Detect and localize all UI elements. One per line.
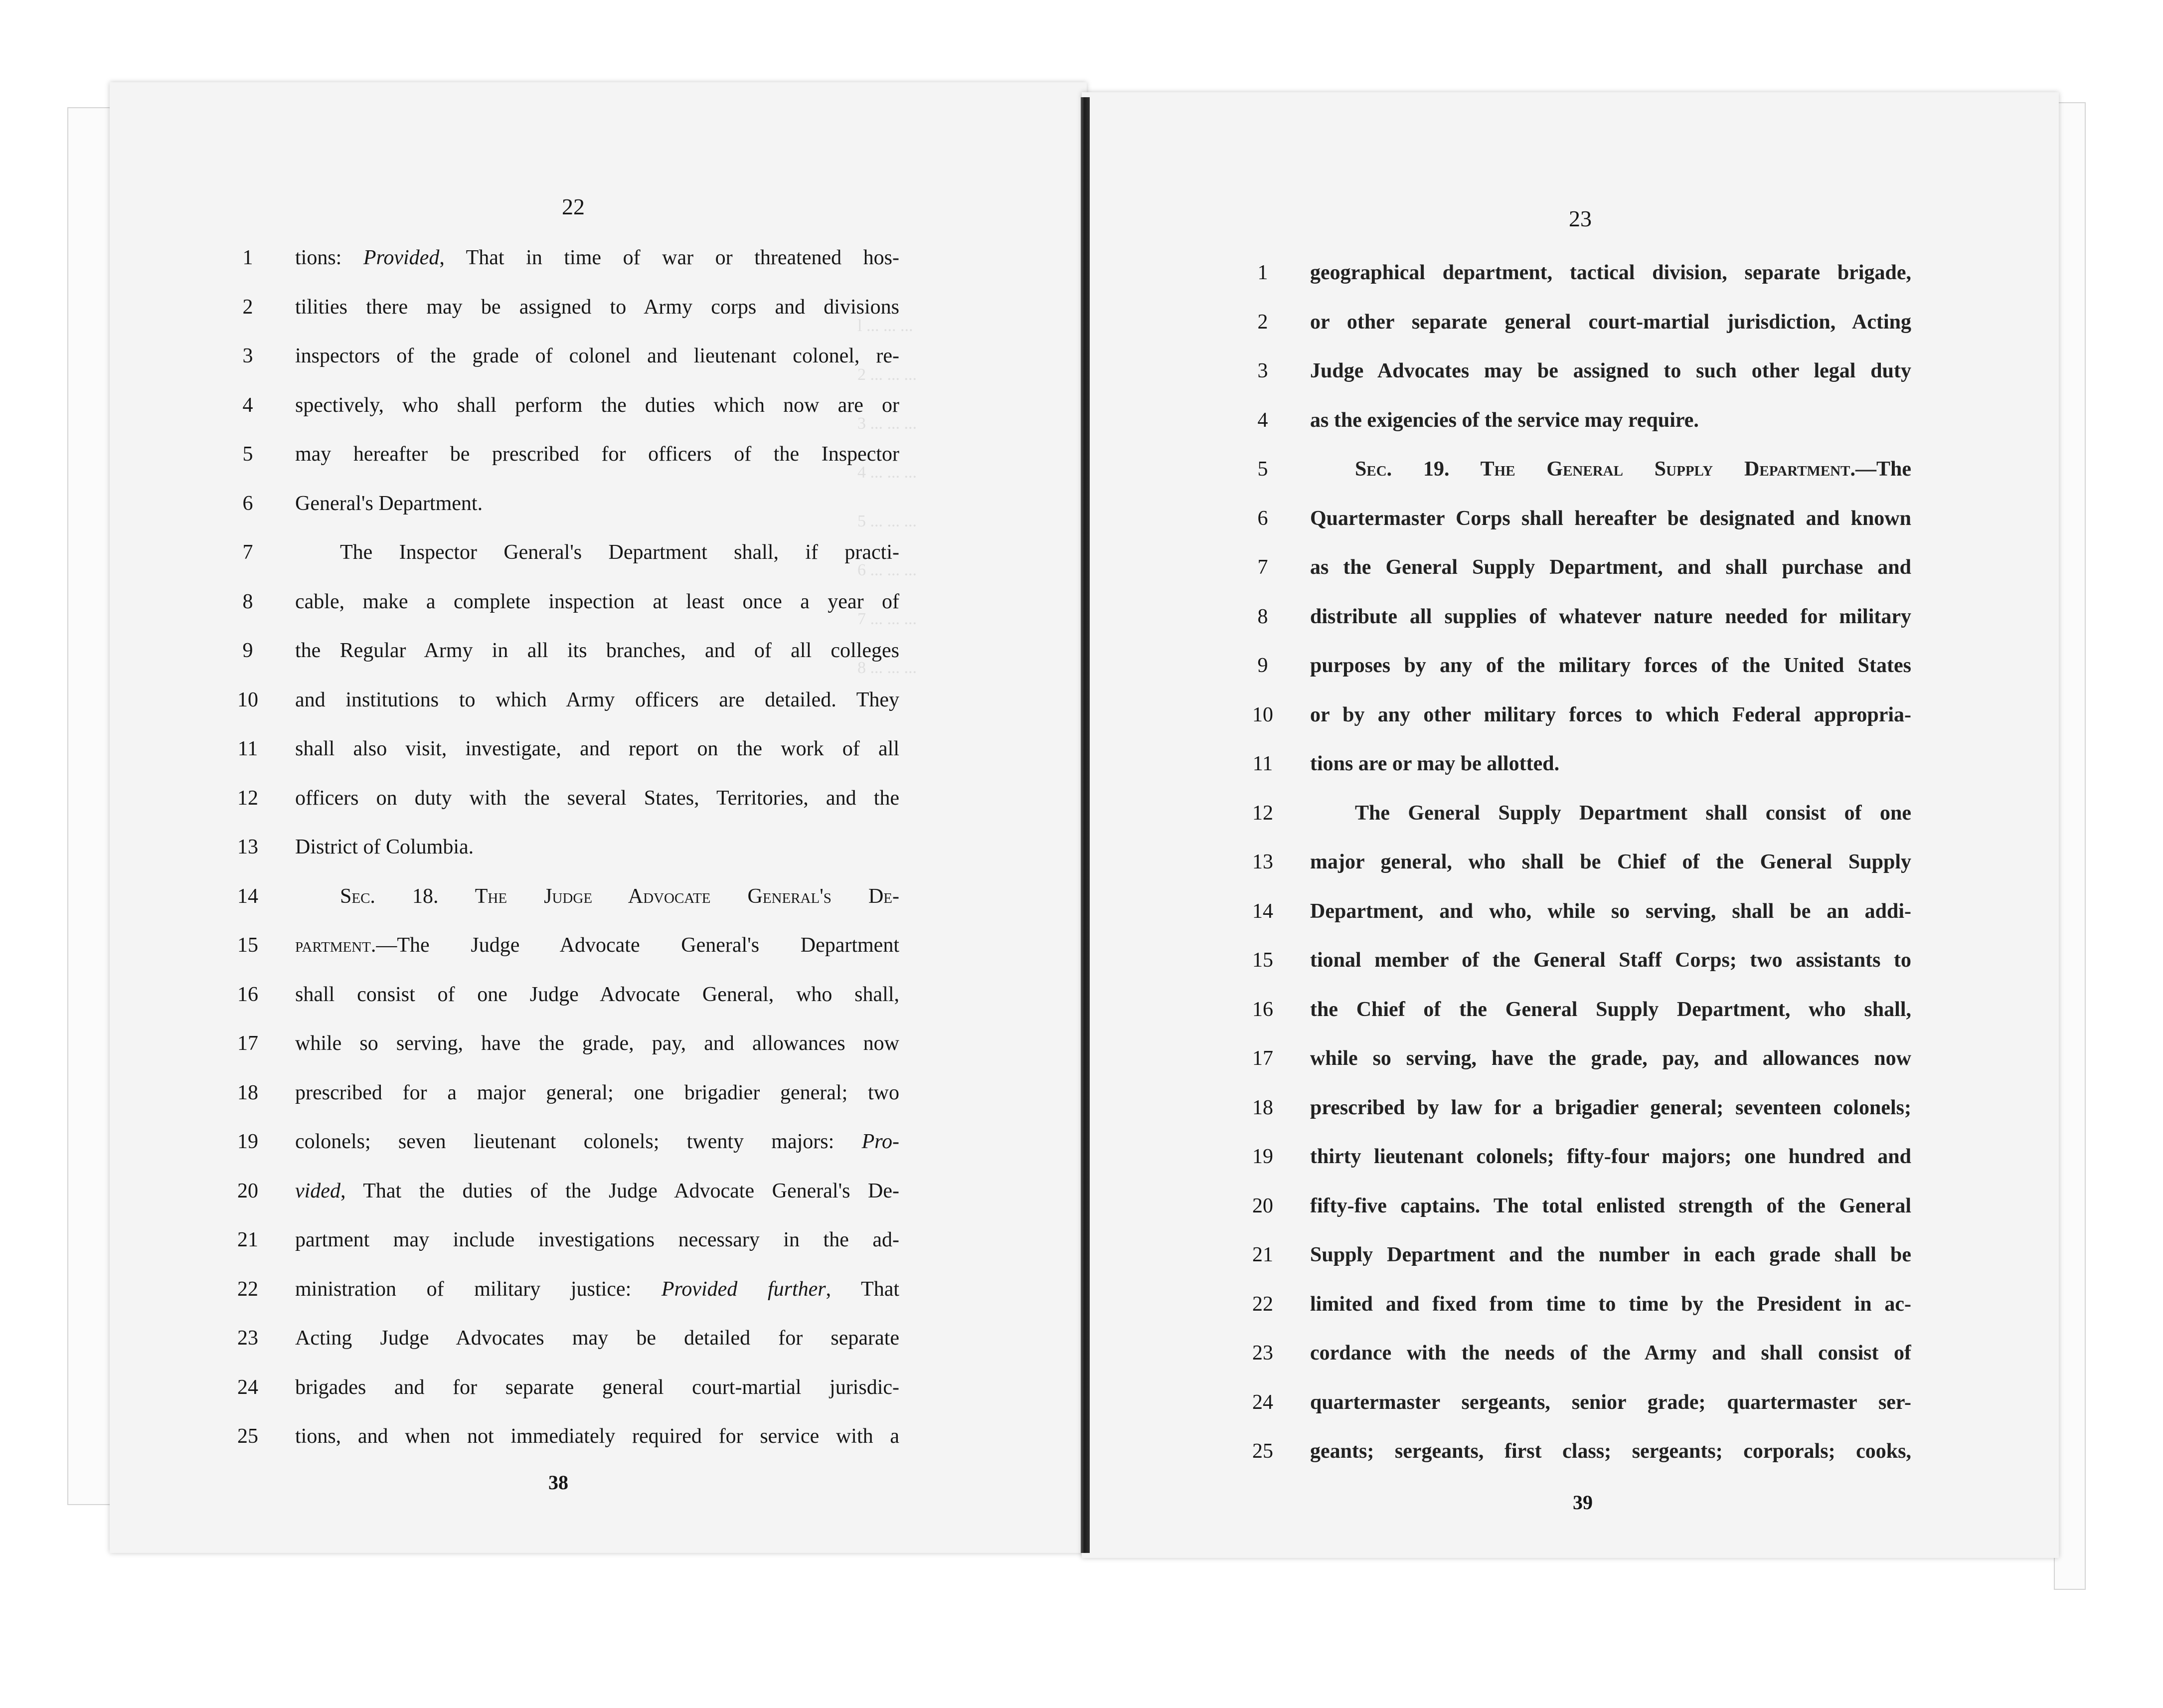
text-run: as the exigencies of the service may require. <box>1310 408 1699 432</box>
text-line <box>230 479 899 528</box>
text-line <box>1245 641 1911 690</box>
right-folio-number: 39 <box>1573 1491 1593 1514</box>
text-run: purposes by any of the military forces of the United States <box>1310 654 1911 677</box>
line-number: 8 <box>1257 605 1268 628</box>
text-line <box>1245 445 1911 494</box>
line-number: 24 <box>237 1375 258 1399</box>
line-number: 25 <box>237 1425 258 1448</box>
line-text <box>295 774 899 823</box>
line-text <box>295 283 899 332</box>
line-number: 24 <box>1252 1390 1273 1414</box>
line-number: 10 <box>1252 703 1273 726</box>
line-text <box>1310 592 1911 642</box>
line-number: 5 <box>1257 458 1268 481</box>
text-line <box>1245 543 1911 592</box>
line-number: 20 <box>237 1179 258 1202</box>
line-text <box>295 1068 899 1118</box>
text-run: Quartermaster Corps shall hereafter be designated and known <box>1310 507 1911 530</box>
text-line <box>230 724 899 774</box>
line-number: 5 <box>242 443 253 466</box>
line-number: 25 <box>1252 1440 1273 1463</box>
text-run: , That the duties of the Judge Advocate General's De- <box>340 1179 899 1202</box>
line-text <box>295 1314 899 1363</box>
text-line <box>230 283 899 332</box>
bleed-through-text: l ... ... ... 2 ... ... ... 3 ... ... ... 4 ... ... ... 5 ... ... ... 6 ... ... ... 7 ... ... ... 8 ... ... ... <box>857 317 917 677</box>
line-text <box>1310 1378 1911 1427</box>
line-number: 12 <box>237 786 258 810</box>
text-run: the Regular Army in all its branches, and of all colleges <box>295 639 899 662</box>
text-run: shall also visit, investigate, and report on the work of all <box>295 737 899 760</box>
line-text <box>295 970 899 1020</box>
line-text <box>1310 346 1911 396</box>
line-text <box>295 332 899 381</box>
italic-text: Provided further <box>661 1277 826 1301</box>
text-run: while so serving, have the grade, pay, and allowances now <box>1310 1047 1911 1070</box>
text-line <box>230 1068 899 1118</box>
book-spine <box>1081 97 1090 1553</box>
line-text <box>1310 985 1911 1034</box>
line-text <box>1310 298 1911 347</box>
text-line <box>1245 789 1911 838</box>
small-caps-heading: partment. <box>295 934 376 957</box>
text-run: —The <box>1855 458 1911 481</box>
text-line <box>1245 298 1911 347</box>
text-run: The Inspector General's Department shall, if practi- <box>340 541 899 564</box>
text-line <box>230 823 899 872</box>
left-page-text <box>230 233 899 1461</box>
text-run: or by any other military forces to which Federal appropria- <box>1310 703 1911 726</box>
text-line <box>230 332 899 381</box>
line-text <box>1310 838 1911 887</box>
text-line <box>230 430 899 479</box>
text-line <box>1245 690 1911 740</box>
small-caps-heading: Sec. 19. The General Supply Department. <box>1355 458 1855 481</box>
line-text <box>1310 1427 1911 1476</box>
line-number: 15 <box>237 934 258 957</box>
line-text <box>1310 396 1911 445</box>
text-run: General's Department. <box>295 492 483 515</box>
text-run: The General Supply Department shall consist of one <box>1355 801 1911 825</box>
line-text <box>1310 1329 1911 1378</box>
text-run: —The Judge Advocate General's Department <box>376 934 899 957</box>
line-text <box>1310 887 1911 936</box>
line-number: 7 <box>242 541 253 564</box>
line-number: 17 <box>1252 1047 1273 1070</box>
text-line <box>230 233 899 283</box>
line-text <box>1310 739 1911 789</box>
line-text <box>1310 690 1911 740</box>
text-line <box>230 381 899 430</box>
text-run: major general, who shall be Chief of the General Supply <box>1310 851 1911 873</box>
text-line <box>230 528 899 577</box>
text-line <box>230 1019 899 1068</box>
text-line <box>1245 1083 1911 1133</box>
line-number: 1 <box>1257 261 1268 284</box>
line-number: 2 <box>242 295 253 319</box>
text-run: geants; sergeants, first class; sergeants; corporals; cooks, <box>1310 1440 1911 1463</box>
line-number: 21 <box>1252 1243 1273 1266</box>
text-run: District of Columbia. <box>295 836 474 858</box>
text-run: tions are or may be allotted. <box>1310 752 1560 775</box>
line-text <box>295 1019 899 1068</box>
text-run: ministration of military justice: <box>295 1277 662 1301</box>
line-number: 17 <box>237 1032 258 1055</box>
line-number: 13 <box>237 836 258 858</box>
text-line <box>1245 985 1911 1034</box>
text-run: limited and fixed from time to time by the President in ac- <box>1310 1292 1911 1316</box>
text-run: shall consist of one Judge Advocate General, who shall, <box>295 983 899 1006</box>
text-run: Department, and who, while so serving, shall be an addi- <box>1310 899 1911 923</box>
text-run: distribute all supplies of whatever nature needed for military <box>1310 605 1911 628</box>
line-text <box>295 1117 899 1167</box>
line-text <box>295 1412 899 1461</box>
text-run: , That in time of war or threatened hos- <box>439 246 899 269</box>
line-number: 6 <box>242 492 253 515</box>
line-text <box>1310 1034 1911 1083</box>
right-page-number: 23 <box>1569 206 1592 231</box>
line-text <box>295 233 899 283</box>
text-run: or other separate general court-martial jurisdiction, Acting <box>1310 310 1911 334</box>
left-page-number: 22 <box>562 194 585 219</box>
line-number: 2 <box>1257 310 1268 334</box>
line-number: 20 <box>1252 1194 1273 1217</box>
text-line <box>1245 1230 1911 1280</box>
line-text <box>1310 543 1911 592</box>
text-run: Supply Department and the number in each grade shall be <box>1310 1243 1911 1266</box>
line-text <box>1310 445 1911 494</box>
line-text <box>295 577 899 627</box>
left-page-stack-edge <box>67 107 114 1505</box>
text-line <box>230 774 899 823</box>
text-line <box>1245 1034 1911 1083</box>
line-text <box>295 1167 899 1216</box>
line-number: 14 <box>1252 899 1273 923</box>
line-number: 19 <box>1252 1145 1273 1168</box>
text-run: spectively, who shall perform the duties which now are or <box>295 393 899 417</box>
line-text <box>1310 248 1911 298</box>
text-run: quartermaster sergeants, senior grade; quartermaster ser- <box>1310 1390 1911 1414</box>
text-line <box>1245 592 1911 642</box>
text-line <box>230 1215 899 1265</box>
line-text <box>295 528 899 577</box>
line-text <box>295 626 899 676</box>
text-line <box>1245 1427 1911 1476</box>
line-text <box>1310 1182 1911 1231</box>
line-number: 3 <box>242 344 253 367</box>
text-run: , That <box>826 1277 899 1301</box>
text-line <box>230 577 899 627</box>
line-number: 23 <box>1252 1342 1273 1365</box>
text-line <box>230 676 899 725</box>
text-run: tional member of the General Staff Corps; two assistants to <box>1310 949 1911 972</box>
line-number: 3 <box>1257 359 1268 382</box>
text-run: Judge Advocates may be assigned to such other legal duty <box>1310 359 1911 382</box>
text-run: while so serving, have the grade, pay, and allowances now <box>295 1032 899 1055</box>
text-run: prescribed for a major general; one brigadier general; two <box>295 1081 899 1104</box>
line-text <box>1310 1230 1911 1280</box>
text-line <box>1245 1378 1911 1427</box>
text-run: tions, and when not immediately required for service with a <box>295 1425 899 1448</box>
text-line <box>1245 887 1911 936</box>
text-run: partment may include investigations necessary in the ad- <box>295 1228 899 1251</box>
line-number: 22 <box>1252 1292 1273 1316</box>
text-line <box>1245 1182 1911 1231</box>
line-text <box>295 430 899 479</box>
line-text <box>1310 1083 1911 1133</box>
line-number: 11 <box>1252 752 1273 775</box>
line-number: 15 <box>1252 949 1273 972</box>
text-line <box>230 1265 899 1314</box>
text-run: brigades and for separate general court-martial jurisdic- <box>295 1375 899 1399</box>
line-number: 9 <box>242 639 253 662</box>
text-run: cable, make a complete inspection at least once a year of <box>295 590 899 613</box>
text-line <box>1245 739 1911 789</box>
line-number: 8 <box>242 590 253 613</box>
text-run: fifty-five captains. The total enlisted strength of the General <box>1310 1194 1911 1217</box>
text-run: may hereafter be prescribed for officers of the Inspector <box>295 443 899 466</box>
line-text <box>295 479 899 528</box>
line-number: 18 <box>1252 1096 1273 1119</box>
text-line <box>230 1314 899 1363</box>
left-folio-number: 38 <box>548 1471 568 1494</box>
italic-text: Pro- <box>861 1130 899 1153</box>
line-number: 22 <box>237 1277 258 1301</box>
text-run: Acting Judge Advocates may be detailed for separate <box>295 1327 899 1350</box>
text-line <box>1245 396 1911 445</box>
text-run: thirty lieutenant colonels; fifty-four majors; one hundred and <box>1310 1145 1911 1168</box>
small-caps-heading: Sec. 18. The Judge Advocate General's De- <box>340 884 899 908</box>
line-number: 4 <box>242 393 253 417</box>
line-text <box>295 823 899 872</box>
line-number: 13 <box>1252 851 1273 873</box>
line-number: 18 <box>237 1081 258 1104</box>
text-line <box>230 626 899 676</box>
text-line <box>230 1363 899 1412</box>
text-run: cordance with the needs of the Army and shall consist of <box>1310 1342 1911 1365</box>
line-text <box>1310 641 1911 690</box>
line-number: 7 <box>1257 556 1268 579</box>
text-run: colonels; seven lieutenant colonels; twenty majors: <box>295 1130 862 1153</box>
line-number: 4 <box>1257 408 1268 432</box>
text-run: prescribed by law for a brigadier general; seventeen colonels; <box>1310 1096 1911 1119</box>
line-number: 14 <box>237 884 258 908</box>
line-number: 12 <box>1252 801 1273 825</box>
text-line <box>230 970 899 1020</box>
line-number: 21 <box>237 1228 258 1251</box>
text-line <box>230 921 899 970</box>
line-text <box>1310 789 1911 838</box>
line-text <box>1310 1132 1911 1182</box>
text-run: as the General Supply Department, and shall purchase and <box>1310 556 1911 579</box>
line-text <box>295 676 899 725</box>
text-run: officers on duty with the several States, Territories, and the <box>295 786 899 810</box>
line-number: 1 <box>242 246 253 269</box>
line-number: 11 <box>237 737 258 760</box>
line-text <box>295 1265 899 1314</box>
text-line <box>230 1412 899 1461</box>
text-line <box>1245 494 1911 543</box>
line-text <box>295 724 899 774</box>
text-run: tions: <box>295 246 363 269</box>
line-text <box>295 872 899 921</box>
text-run: inspectors of the grade of colonel and lieutenant colonel, re- <box>295 344 899 367</box>
line-number: 10 <box>237 688 258 711</box>
italic-text: vided <box>295 1179 340 1202</box>
line-text <box>1310 1280 1911 1329</box>
line-number: 6 <box>1257 507 1268 530</box>
line-text <box>1310 494 1911 543</box>
text-line <box>1245 1132 1911 1182</box>
text-line <box>1245 936 1911 985</box>
line-number: 16 <box>237 983 258 1006</box>
line-number: 16 <box>1252 998 1273 1021</box>
text-run: tilities there may be assigned to Army corps and divisions <box>295 295 899 319</box>
line-text <box>295 1215 899 1265</box>
line-text <box>295 921 899 970</box>
line-number: 9 <box>1257 654 1268 677</box>
right-page-text <box>1245 248 1911 1476</box>
line-text <box>1310 936 1911 985</box>
line-number: 19 <box>237 1130 258 1153</box>
text-run: geographical department, tactical division, separate brigade, <box>1310 261 1911 284</box>
line-text <box>295 1363 899 1412</box>
text-line <box>1245 1280 1911 1329</box>
line-text <box>295 381 899 430</box>
italic-text: Provided <box>363 246 440 269</box>
text-line <box>230 1167 899 1216</box>
text-line <box>1245 838 1911 887</box>
text-line <box>1245 346 1911 396</box>
text-line <box>230 872 899 921</box>
text-run: and institutions to which Army officers are detailed. They <box>295 688 899 711</box>
text-run: the Chief of the General Supply Department, who shall, <box>1310 998 1911 1021</box>
text-line <box>230 1117 899 1167</box>
text-line <box>1245 248 1911 298</box>
line-number: 23 <box>237 1327 258 1350</box>
text-line <box>1245 1329 1911 1378</box>
